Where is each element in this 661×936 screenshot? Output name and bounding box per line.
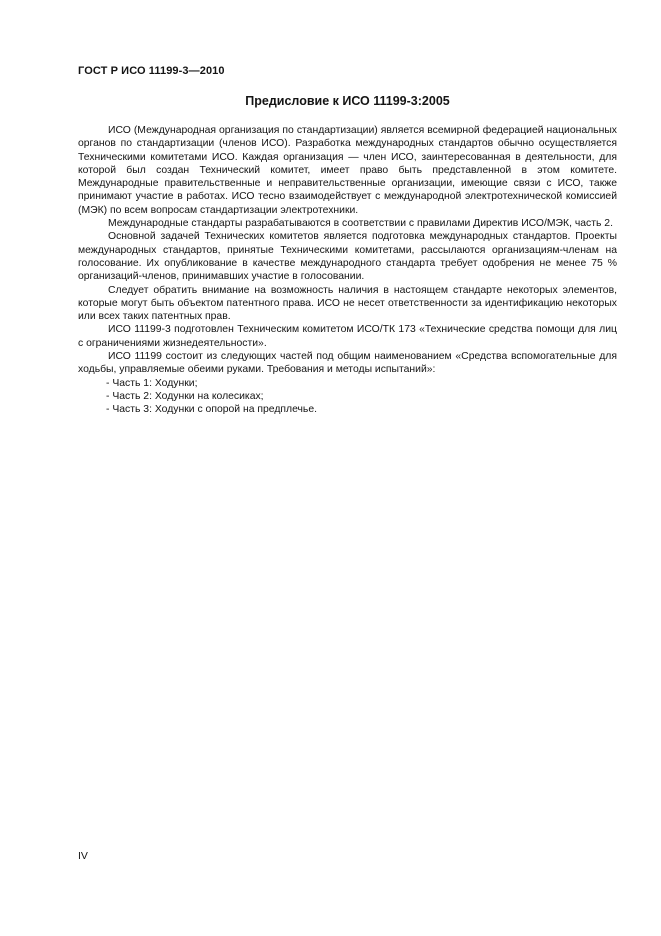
paragraph-committees-task: Основной задачей Технических комитетов является подготовка международных стандартов. Проекты международных стандартов, принятые Техническими комитетами, рассылаются организациям-членам на голосование. Их опубликование в качестве международного стандарта требует одобрения не менее 75 % организаций-членов, принимавших участие в голосовании.	[78, 231, 617, 283]
document-header: ГОСТ Р ИСО 11199-3—2010	[78, 65, 225, 77]
list-item: - Часть 2: Ходунки на колесиках;	[106, 390, 264, 402]
parts-list	[78, 377, 617, 417]
paragraph-parts-intro: ИСО 11199 состоит из следующих частей под общим наименованием «Средства вспомогательные для ходьбы, управляемые обеими руками. Требования и методы испытаний»:	[78, 351, 617, 376]
section-title: Предисловие к ИСО 11199-3:2005	[245, 94, 450, 108]
list-item: - Часть 1: Ходунки;	[106, 377, 198, 389]
paragraph-directives: Международные стандарты разрабатываются в соответствии с правилами Директив ИСО/МЭК, часть 2.	[108, 218, 613, 230]
list-item: - Часть 3: Ходунки с опорой на предплечье.	[106, 404, 318, 416]
foreword-body	[78, 124, 617, 417]
page-number: IV	[78, 850, 88, 862]
paragraph-patent-rights: Следует обратить внимание на возможность наличия в настоящем стандарте некоторых элементов, которые могут быть объектом патентного права. ИСО не несет ответственности за идентификацию некоторых или всех таких патентных прав.	[78, 284, 617, 323]
paragraph-iso-intro: ИСО (Международная организация по стандартизации) является всемирной федерацией национальных органов по стандартизации (членов ИСО). Разработка международных стандартов обычно осуществляется Техническими комитетами ИСО. Каждая организация — член ИСО, заинтересованная в деятельности, для которой был создан Технический комитет, имеет право быть представленной в этом комитете. Международные правительственные и неправительственные организации, имеющие связи с ИСО, также принимают участие в работах. ИСО тесно взаимодействует с международной электротехнической комиссией (МЭК) по всем вопросам стандартизации электротехники.	[78, 125, 617, 216]
paragraph-prepared-by: ИСО 11199-3 подготовлен Техническим комитетом ИСО/ТК 173 «Технические средства помощи для лиц с ограничениями жизнедеятельности».	[78, 324, 617, 349]
